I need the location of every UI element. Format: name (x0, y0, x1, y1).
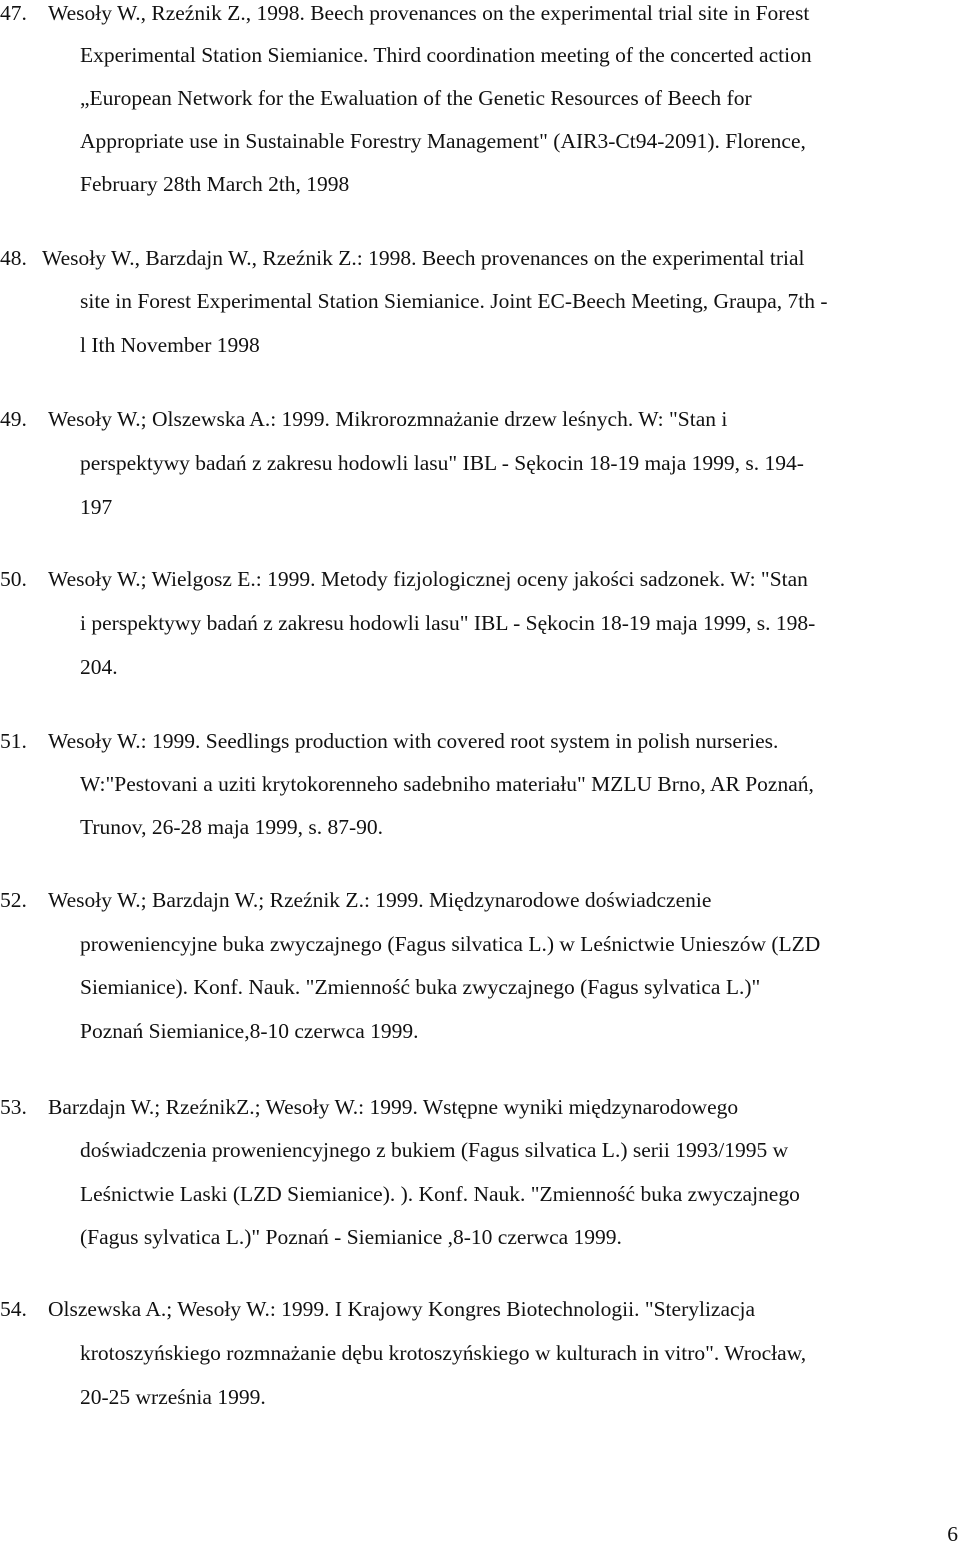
entry-line: Barzdajn W.; RzeźnikZ.; Wesoły W.: 1999. Wstępne wyniki międzynarodowego (48, 1095, 739, 1119)
entry-line: Olszewska A.; Wesoły W.: 1999. I Krajowy Kongres Biotechnologii. "Sterylizacja (48, 1297, 756, 1321)
entry-line: W:"Pestovani a uziti krytokorenneho sadebniho materiału" MZLU Brno, AR Poznań, (80, 772, 814, 796)
entry-line: l Ith November 1998 (80, 333, 260, 357)
entry-line: perspektywy badań z zakresu hodowli lasu" IBL - Sękocin 18-19 maja 1999, s. 194- (80, 451, 804, 475)
entry-line: 197 (80, 495, 113, 519)
entry-line: i perspektywy badań z zakresu hodowli lasu" IBL - Sękocin 18-19 maja 1999, s. 198- (80, 611, 816, 635)
entry-line: Leśnictwie Laski (LZD Siemianice). ). Konf. Nauk. "Zmienność buka zwyczajnego (80, 1182, 800, 1206)
entry-line: Siemianice). Konf. Nauk. "Zmienność buka zwyczajnego (Fagus sylvatica L.)" (80, 975, 761, 999)
entry-line: site in Forest Experimental Station Siemianice. Joint EC-Beech Meeting, Graupa, 7th - (80, 289, 828, 313)
entry-line: Wesoły W., Rzeźnik Z., 1998. Beech provenances on the experimental trial site in Forest (48, 1, 810, 25)
entry-line: Trunov, 26-28 maja 1999, s. 87-90. (80, 815, 383, 839)
entry-line: (Fagus sylvatica L.)" Poznań - Siemianice ,8-10 czerwca 1999. (80, 1225, 622, 1249)
entry-line: 204. (80, 655, 118, 679)
entry-line: 20-25 września 1999. (80, 1385, 266, 1409)
entry-number: 49. (0, 407, 27, 431)
entry-line: Wesoły W.; Barzdajn W.; Rzeźnik Z.: 1999. Międzynarodowe doświadczenie (48, 888, 712, 912)
entry-line: doświadczenia proweniencyjnego z bukiem (Fagus silvatica L.) serii 1993/1995 w (80, 1138, 789, 1162)
entry-number: 51. (0, 729, 27, 753)
entry-line: Wesoły W.; Wielgosz E.: 1999. Metody fizjologicznej oceny jakości sadzonek. W: "Stan (48, 567, 808, 591)
entry-line: proweniencyjne buka zwyczajnego (Fagus silvatica L.) w Leśnictwie Unieszów (LZD (80, 932, 821, 956)
entry-line: Experimental Station Siemianice. Third coordination meeting of the concerted action (80, 43, 812, 67)
entry-number: 53. (0, 1095, 27, 1119)
entry-number: 47. (0, 1, 27, 25)
entry-number: 54. (0, 1297, 27, 1321)
entry-line: „European Network for the Ewaluation of the Genetic Resources of Beech for (80, 86, 752, 110)
entry-line: Poznań Siemianice,8-10 czerwca 1999. (80, 1019, 419, 1043)
entry-line: Wesoły W.; Olszewska A.: 1999. Mikrorozmnażanie drzew leśnych. W: "Stan i (48, 407, 728, 431)
page-number: 6 (947, 1522, 958, 1546)
entry-line: Wesoły W.: 1999. Seedlings production with covered root system in polish nurseries. (48, 729, 779, 753)
entry-line: February 28th March 2th, 1998 (80, 172, 350, 196)
entry-line: krotoszyńskiego rozmnażanie dębu krotoszyńskiego w kulturach in vitro". Wrocław, (80, 1341, 807, 1365)
entry-number: 50. (0, 567, 27, 591)
entry-number: 48. (0, 246, 27, 270)
entry-number: 52. (0, 888, 27, 912)
entry-line: Appropriate use in Sustainable Forestry Management" (AIR3-Ct94-2091). Florence, (80, 129, 806, 153)
entry-line: Wesoły W., Barzdajn W., Rzeźnik Z.: 1998. Beech provenances on the experimental trial (42, 246, 805, 270)
